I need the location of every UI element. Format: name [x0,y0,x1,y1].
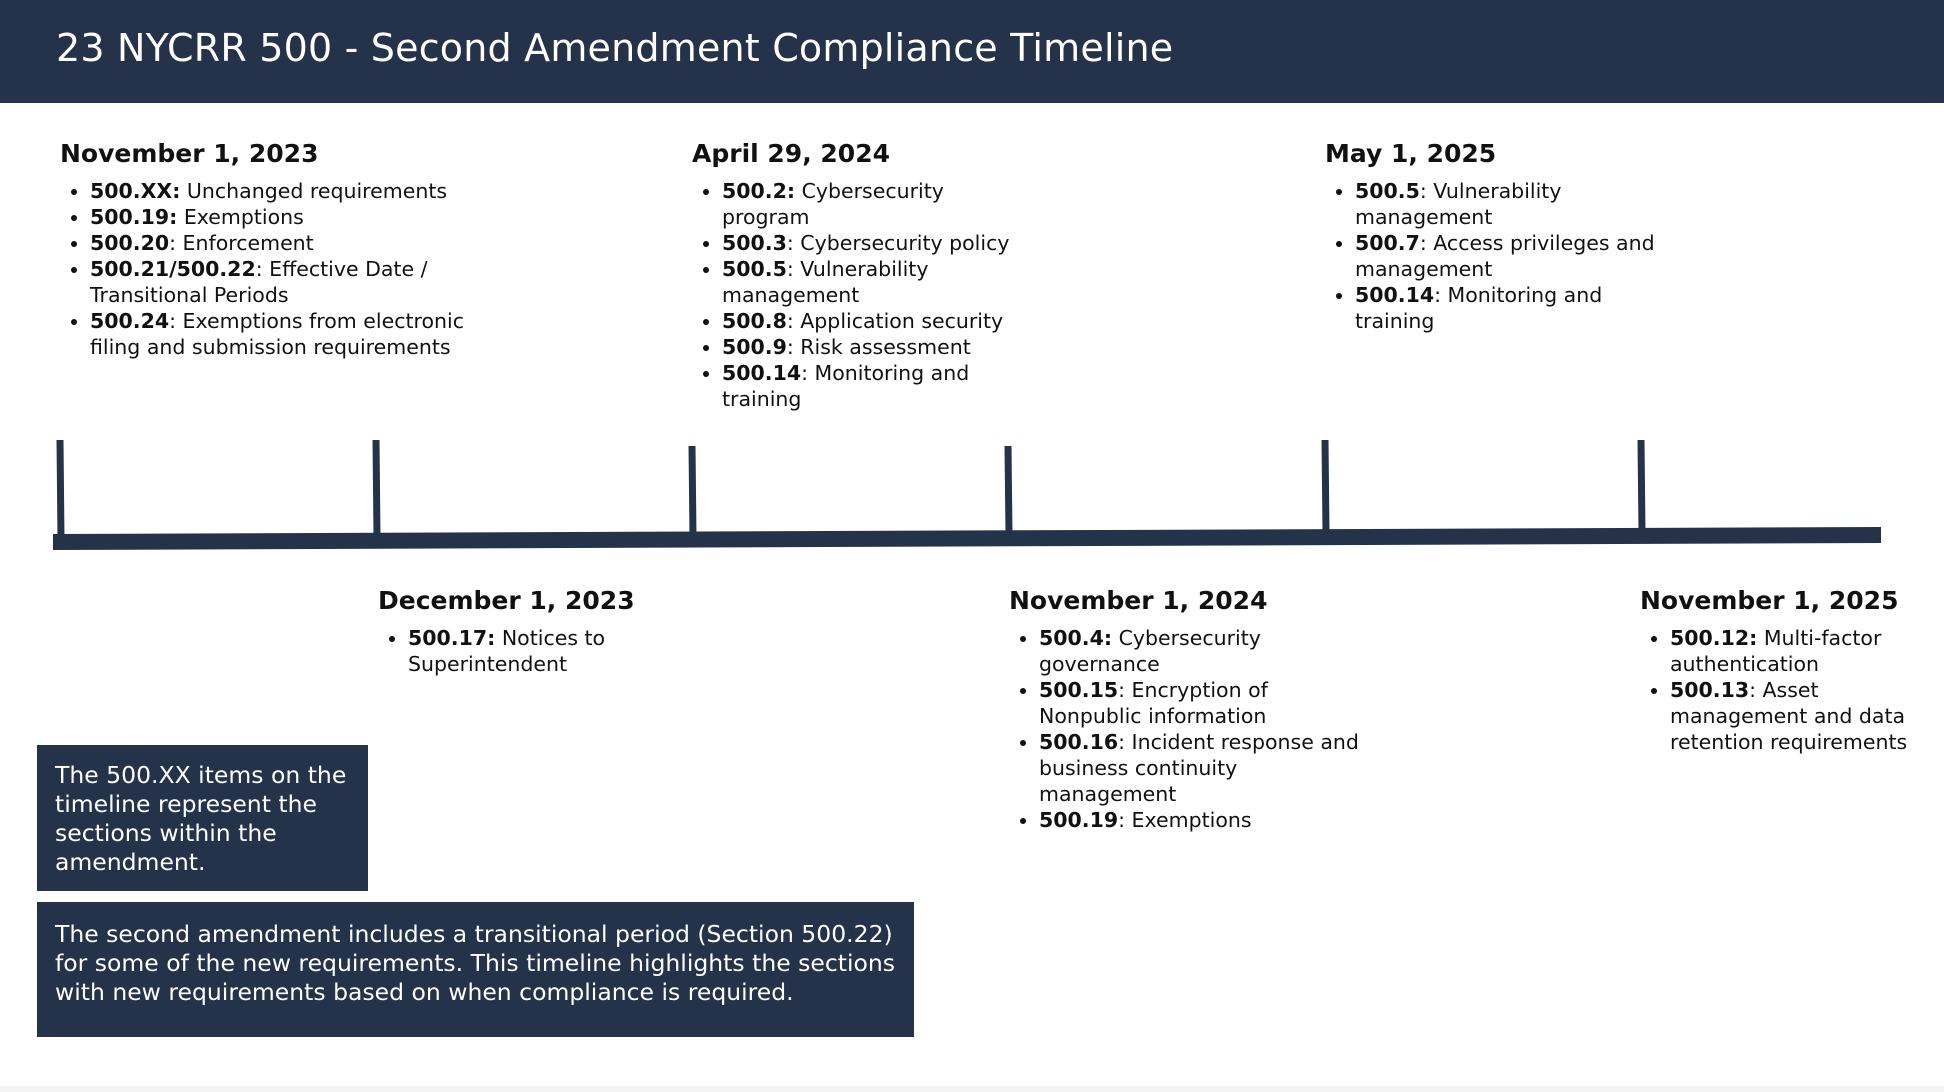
timeline-tick [1325,440,1326,533]
list-item: • 500.19: Exemptions [1039,807,1369,833]
milestone-date: November 1, 2024 [1009,586,1268,615]
list-item: • 500.9: Risk assessment [722,334,1032,360]
requirement-list [1009,625,1369,833]
milestone-date: November 1, 2023 [60,139,319,168]
list-item: • 500.15: Encryption of Nonpublic information [1039,677,1369,729]
list-item: • 500.7: Access privileges and management [1355,230,1655,282]
timeline-line [53,527,1881,550]
sections-note [37,745,368,891]
timeline-tick [60,440,61,540]
list-item: • 500.24: Exemptions from electronic filing and submission requirements [90,308,480,360]
list-item: • 500.5: Vulnerability management [1355,178,1655,230]
page-title: 23 NYCRR 500 - Second Amendment Compliance Timeline [56,26,1174,70]
bottom-strip [0,1086,1944,1092]
list-item: • 500.14: Monitoring and training [1355,282,1655,334]
list-item: • 500.13: Asset management and data retention requirements [1670,677,1930,755]
milestone-nov-2025 [1640,586,1930,755]
list-item: • 500.5: Vulnerability management [722,256,1032,308]
timeline-tick [1008,446,1009,535]
list-item: • 500.4: Cybersecurity governance [1039,625,1369,677]
list-item: • 500.12: Multi-factor authentication [1670,625,1930,677]
milestone-nov-2024 [1009,586,1369,833]
transition-note [37,902,914,1037]
list-item: • 500.16: Incident response and business continuity management [1039,729,1369,807]
sections-note-text: The 500.XX items on the timeline represent the sections within the amendment. [55,761,347,876]
list-item: • 500.17: Notices to Superintendent [408,625,708,677]
milestone-date: December 1, 2023 [378,586,635,615]
list-item: • 500.2: Cybersecurity program [722,178,1032,230]
transition-note-text: The second amendment includes a transitional period (Section 500.22) for some of the new requirements. This timeline highlights the sections with new requirements based on when compliance is required. [55,920,896,1006]
list-item: • 500.8: Application security [722,308,1032,334]
milestone-date: November 1, 2025 [1640,586,1899,615]
list-item: • 500.3: Cybersecurity policy [722,230,1032,256]
timeline-tick [376,440,377,537]
milestone-date: April 29, 2024 [692,139,890,168]
list-item: • 500.21/500.22: Effective Date / Transitional Periods [90,256,480,308]
list-item: • 500.14: Monitoring and training [722,360,1032,412]
timeline-tick [692,446,693,536]
milestone-date: May 1, 2025 [1325,139,1497,168]
requirement-list [1640,625,1930,755]
list-item: • 500.XX: Unchanged requirements [90,178,480,204]
milestone-dec-2023 [378,586,708,677]
list-item: • 500.19: Exemptions [90,204,480,230]
list-item: • 500.20: Enforcement [90,230,480,256]
timeline-tick [1641,440,1642,532]
requirement-list [378,625,708,677]
